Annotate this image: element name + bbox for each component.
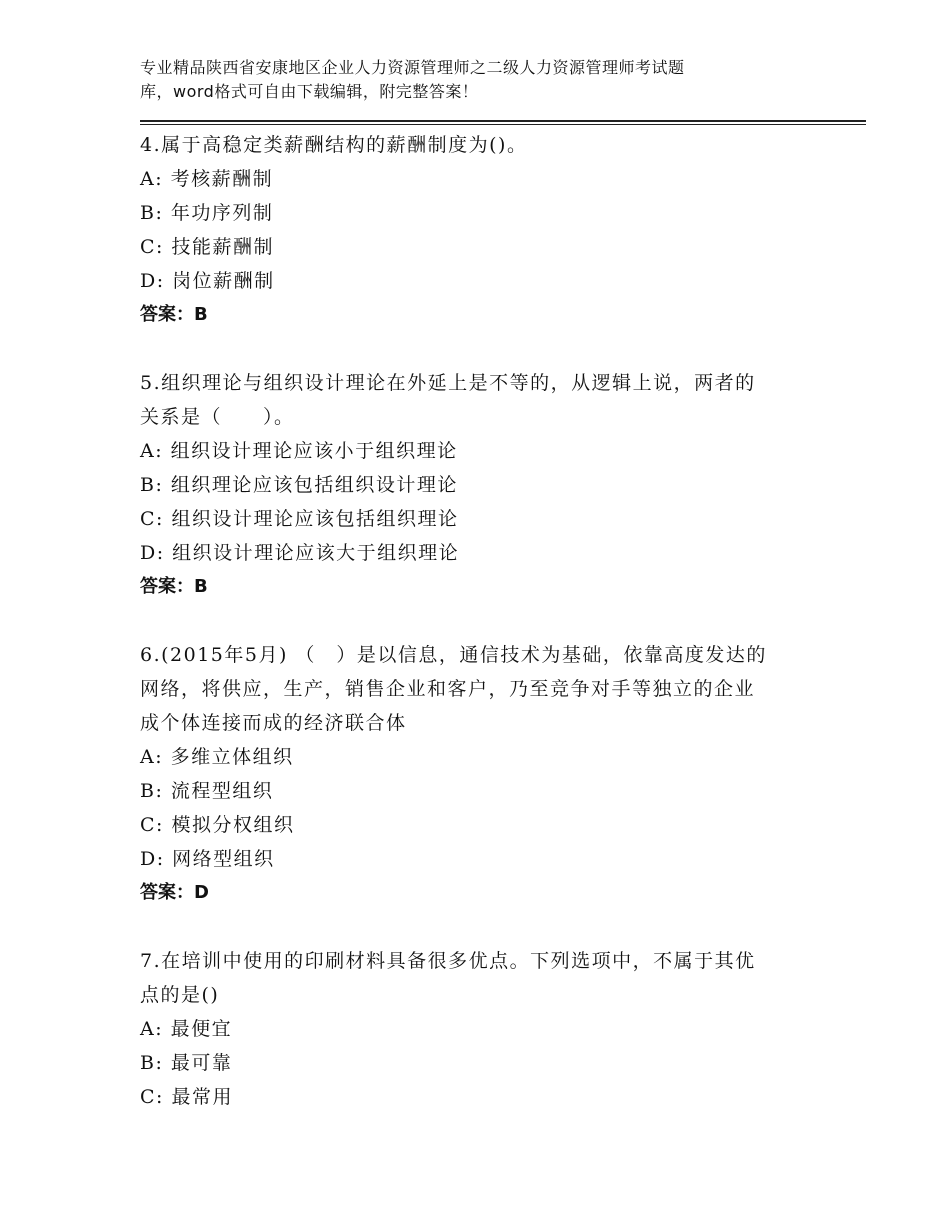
- document-header: [140, 56, 840, 104]
- header-rule-thin: [140, 124, 866, 125]
- option-c: C: 组织设计理论应该包括组织理论: [140, 508, 459, 530]
- option-b: B: 年功序列制: [140, 202, 274, 224]
- header-line-1: 专业精品陕西省安康地区企业人力资源管理师之二级人力资源管理师考试题: [140, 58, 685, 77]
- question-4: [140, 128, 820, 332]
- question-stem: 成个体连接而成的经济联合体: [140, 712, 407, 734]
- question-5: [140, 366, 820, 604]
- question-6: [140, 638, 820, 910]
- option-a: A: 多维立体组织: [140, 746, 294, 768]
- question-list: [140, 128, 820, 1114]
- option-b: B: 流程型组织: [140, 780, 274, 802]
- spacer: [140, 332, 820, 366]
- header-rule: [140, 120, 866, 126]
- option-c: C: 技能薪酬制: [140, 236, 274, 258]
- answer-line: 答案：B: [140, 576, 208, 597]
- question-stem: 点的是(): [140, 984, 220, 1006]
- option-d: D: 组织设计理论应该大于组织理论: [140, 542, 460, 564]
- question-stem: 网络，将供应，生产，销售企业和客户，乃至竞争对手等独立的企业: [140, 678, 756, 700]
- header-rule-thick: [140, 120, 866, 122]
- question-stem: 关系是（ ）。: [140, 406, 295, 428]
- option-b: B: 组织理论应该包括组织设计理论: [140, 474, 458, 496]
- option-a: A: 最便宜: [140, 1018, 233, 1040]
- question-7: [140, 944, 820, 1114]
- option-c: C: 模拟分权组织: [140, 814, 295, 836]
- option-a: A: 组织设计理论应该小于组织理论: [140, 440, 458, 462]
- question-stem: 5.组织理论与组织设计理论在外延上是不等的，从逻辑上说，两者的: [140, 372, 756, 394]
- option-d: D: 网络型组织: [140, 848, 275, 870]
- spacer: [140, 910, 820, 944]
- question-stem: 4.属于高稳定类薪酬结构的薪酬制度为()。: [140, 134, 528, 156]
- option-a: A: 考核薪酬制: [140, 168, 274, 190]
- option-b: B: 最可靠: [140, 1052, 233, 1074]
- question-stem: 7.在培训中使用的印刷材料具备很多优点。下列选项中，不属于其优: [140, 950, 756, 972]
- option-d: D: 岗位薪酬制: [140, 270, 275, 292]
- option-c: C: 最常用: [140, 1086, 233, 1108]
- spacer: [140, 604, 820, 638]
- question-stem: 6.(2015年5月) （ ）是以信息，通信技术为基础，依靠高度发达的: [140, 644, 767, 666]
- header-line-2: 库，word格式可自由下载编辑，附完整答案！: [140, 82, 479, 101]
- answer-line: 答案：D: [140, 882, 209, 903]
- answer-line: 答案：B: [140, 304, 208, 325]
